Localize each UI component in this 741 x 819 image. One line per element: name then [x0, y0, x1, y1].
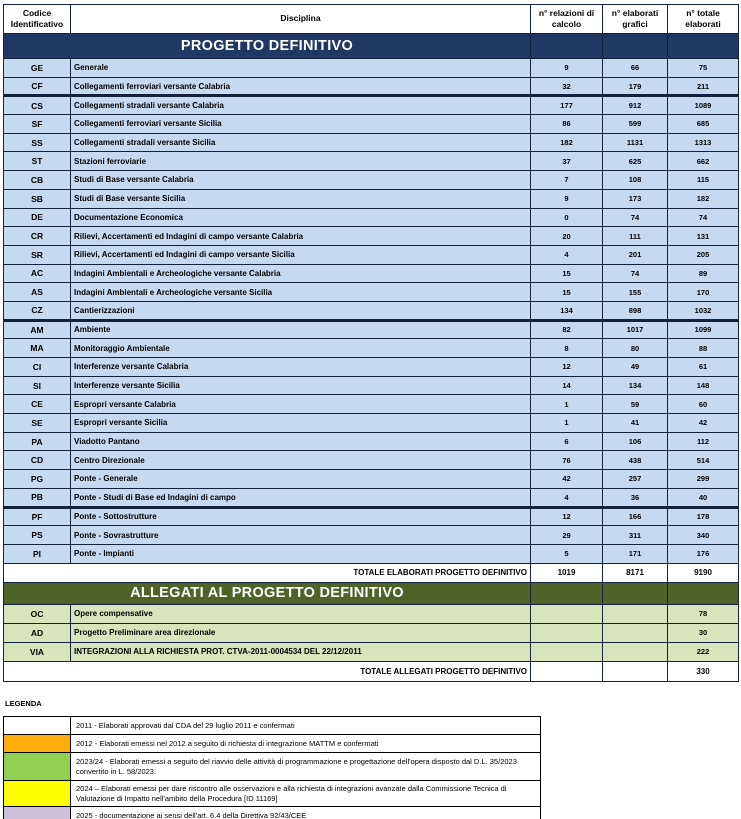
- legend-swatch-2011: [4, 717, 71, 735]
- legend-text-2012: 2012 - Elaborati emessi nel 2012 a seguito di richiesta di integrazione MATTM e confermati: [71, 735, 541, 753]
- row-code: CE: [4, 395, 71, 414]
- row-code: SE: [4, 414, 71, 433]
- table-row-ge: [4, 59, 739, 78]
- row-disciplina: Ponte - Generale: [71, 470, 531, 489]
- row-relazioni: 37: [531, 152, 603, 171]
- row-totale: 61: [668, 358, 739, 377]
- row-code: GE: [4, 59, 71, 78]
- table-row-as: [4, 283, 739, 302]
- row-disciplina: Viadotto Pantano: [71, 432, 531, 451]
- table-row-ac: [4, 264, 739, 283]
- row-grafici: 59: [603, 395, 668, 414]
- total-grafici: 8171: [603, 563, 668, 582]
- row-totale: 42: [668, 414, 739, 433]
- row-totale: 222: [668, 642, 739, 661]
- row-disciplina: Ponte - Studi di Base ed Indagini di campo: [71, 488, 531, 507]
- row-code: PA: [4, 432, 71, 451]
- row-disciplina: Cantierizzazioni: [71, 301, 531, 320]
- row-grafici: 41: [603, 414, 668, 433]
- total-allegati-totale: 330: [668, 661, 739, 681]
- row-totale: 340: [668, 526, 739, 545]
- table-row-pf: [4, 507, 739, 526]
- col-header-totale-line1: n° totale: [686, 7, 720, 18]
- table-row-cf: [4, 77, 739, 96]
- row-code: PG: [4, 470, 71, 489]
- row-code: PS: [4, 526, 71, 545]
- row-code: AD: [4, 623, 71, 642]
- row-disciplina: Espropri versante Sicilia: [71, 414, 531, 433]
- col-header-relazioni: [531, 5, 603, 34]
- row-totale: 178: [668, 507, 739, 526]
- legend-row-2012: [4, 735, 541, 753]
- row-disciplina: Studi di Base versante Sicilia: [71, 189, 531, 208]
- table-row-cz: [4, 301, 739, 320]
- row-code: CR: [4, 227, 71, 246]
- table-row-cd: [4, 451, 739, 470]
- table-row-cb: [4, 171, 739, 190]
- col-header-grafici-line1: n° elaborati: [611, 7, 659, 18]
- row-disciplina: Indagini Ambientali e Archeologiche versante Calabria: [71, 264, 531, 283]
- row-code: AC: [4, 264, 71, 283]
- row-grafici: [603, 604, 668, 623]
- row-code: CS: [4, 96, 71, 115]
- row-code: PI: [4, 544, 71, 563]
- legend-text-2025: 2025 - documentazione ai sensi dell'art. 6.4 della Direttiva 92/43/CEE: [71, 807, 541, 819]
- row-grafici: 134: [603, 376, 668, 395]
- col-header-relazioni-line2: calcolo: [551, 19, 582, 29]
- row-disciplina: Ponte - Impianti: [71, 544, 531, 563]
- row-relazioni: 12: [531, 358, 603, 377]
- row-grafici: 66: [603, 59, 668, 78]
- row-grafici: 625: [603, 152, 668, 171]
- row-grafici: 201: [603, 245, 668, 264]
- row-totale: 662: [668, 152, 739, 171]
- row-totale: 299: [668, 470, 739, 489]
- total-allegati-label: TOTALE ALLEGATI PROGETTO DEFINITIVO: [4, 661, 531, 681]
- table-row-via: [4, 642, 739, 661]
- column-header-row: [4, 5, 739, 34]
- row-code: SI: [4, 376, 71, 395]
- row-disciplina: Generale: [71, 59, 531, 78]
- elaborati-table: [3, 4, 739, 682]
- row-relazioni: 20: [531, 227, 603, 246]
- row-totale: 30: [668, 623, 739, 642]
- row-disciplina: Centro Direzionale: [71, 451, 531, 470]
- row-code: AS: [4, 283, 71, 302]
- row-totale: 40: [668, 488, 739, 507]
- row-disciplina: Interferenze versante Calabria: [71, 358, 531, 377]
- row-code: DE: [4, 208, 71, 227]
- total-progetto-definitivo-row: [4, 563, 739, 582]
- row-disciplina: Espropri versante Calabria: [71, 395, 531, 414]
- legend-row-2023-24: [4, 753, 541, 781]
- row-relazioni: [531, 623, 603, 642]
- row-grafici: 49: [603, 358, 668, 377]
- col-header-disciplina: Disciplina: [71, 5, 531, 34]
- row-relazioni: [531, 604, 603, 623]
- col-header-grafici: [603, 5, 668, 34]
- legend-title: LEGENDA: [5, 699, 42, 708]
- row-disciplina: Rilievi, Accertamenti ed Indagini di campo versante Sicilia: [71, 245, 531, 264]
- table-row-ss: [4, 133, 739, 152]
- row-totale: 75: [668, 59, 739, 78]
- row-totale: 131: [668, 227, 739, 246]
- legend-text-2023-24: 2023/24 - Elaborati emessi a seguito del riavvio delle attività di programmazione e progettazione dell'opera disposto dal D.L. 35/2023 convertito in L. 58/2023.: [71, 753, 541, 781]
- row-grafici: 111: [603, 227, 668, 246]
- table-row-ma: [4, 339, 739, 358]
- row-code: CB: [4, 171, 71, 190]
- table-row-pg: [4, 470, 739, 489]
- table-row-si: [4, 376, 739, 395]
- row-grafici: 257: [603, 470, 668, 489]
- legend-swatch-2012: [4, 735, 71, 753]
- col-header-codice-line1: Codice: [22, 7, 52, 18]
- row-totale: 148: [668, 376, 739, 395]
- row-grafici: 80: [603, 339, 668, 358]
- row-code: PB: [4, 488, 71, 507]
- row-disciplina: Documentazione Economica: [71, 208, 531, 227]
- row-grafici: 173: [603, 189, 668, 208]
- section-title-allegati: ALLEGATI AL PROGETTO DEFINITIVO: [4, 582, 531, 604]
- row-disciplina: Studi di Base versante Calabria: [71, 171, 531, 190]
- row-code: SS: [4, 133, 71, 152]
- section-al-empty-cell: [668, 582, 739, 604]
- legend-swatch-2023-24: [4, 753, 71, 781]
- row-relazioni: 15: [531, 264, 603, 283]
- row-relazioni: 12: [531, 507, 603, 526]
- legend-table: [3, 716, 541, 819]
- legend-row-2024: [4, 781, 541, 807]
- row-relazioni: 1: [531, 414, 603, 433]
- row-totale: 112: [668, 432, 739, 451]
- row-totale: 1089: [668, 96, 739, 115]
- table-row-ps: [4, 526, 739, 545]
- row-disciplina: Ponte - Sottostrutture: [71, 507, 531, 526]
- row-code: SB: [4, 189, 71, 208]
- row-relazioni: 82: [531, 320, 603, 339]
- row-relazioni: 134: [531, 301, 603, 320]
- table-row-de: [4, 208, 739, 227]
- section-header-allegati: [4, 582, 739, 604]
- section-al-empty-cell: [531, 582, 603, 604]
- total-relazioni: 1019: [531, 563, 603, 582]
- legend-row-2025: [4, 807, 541, 819]
- section-pd-empty-cell: [668, 34, 739, 59]
- legend-swatch-2025: [4, 807, 71, 819]
- legend-text-2011: 2011 - Elaborati approvati dal CDA del 29 luglio 2011 e confermati: [71, 717, 541, 735]
- row-grafici: [603, 642, 668, 661]
- row-relazioni: [531, 642, 603, 661]
- row-disciplina: Collegamenti stradali versante Sicilia: [71, 133, 531, 152]
- table-row-pi: [4, 544, 739, 563]
- total-allegati-grafici: [603, 661, 668, 681]
- row-grafici: 171: [603, 544, 668, 563]
- total-totale: 9190: [668, 563, 739, 582]
- row-code: AM: [4, 320, 71, 339]
- row-grafici: 74: [603, 264, 668, 283]
- total-allegati-row: [4, 661, 739, 681]
- row-totale: 1032: [668, 301, 739, 320]
- row-disciplina: Indagini Ambientali e Archeologiche versante Sicilia: [71, 283, 531, 302]
- total-progetto-definitivo-label: TOTALE ELABORATI PROGETTO DEFINITIVO: [4, 563, 531, 582]
- table-row-se: [4, 414, 739, 433]
- table-row-sf: [4, 115, 739, 134]
- section-pd-empty-cell: [531, 34, 603, 59]
- row-totale: 89: [668, 264, 739, 283]
- row-relazioni: 177: [531, 96, 603, 115]
- row-totale: 60: [668, 395, 739, 414]
- row-disciplina: Collegamenti stradali versante Calabria: [71, 96, 531, 115]
- row-totale: 211: [668, 77, 739, 96]
- row-code: OC: [4, 604, 71, 623]
- row-relazioni: 7: [531, 171, 603, 190]
- legend-swatch-2024: [4, 781, 71, 807]
- row-relazioni: 5: [531, 544, 603, 563]
- table-row-ce: [4, 395, 739, 414]
- row-disciplina: Ponte - Sovrastrutture: [71, 526, 531, 545]
- row-disciplina: Monitoraggio Ambientale: [71, 339, 531, 358]
- col-header-codice-line2: Identificativo: [10, 19, 64, 29]
- table-row-st: [4, 152, 739, 171]
- row-disciplina: Stazioni ferroviarie: [71, 152, 531, 171]
- section-header-progetto-definitivo: [4, 34, 739, 59]
- row-grafici: 106: [603, 432, 668, 451]
- section-al-empty-cell: [603, 582, 668, 604]
- row-disciplina: Rilievi, Accertamenti ed Indagini di campo versante Calabria: [71, 227, 531, 246]
- row-disciplina: Interferenze versante Sicilia: [71, 376, 531, 395]
- table-row-sb: [4, 189, 739, 208]
- table-row-pb: [4, 488, 739, 507]
- row-grafici: 155: [603, 283, 668, 302]
- row-grafici: 179: [603, 77, 668, 96]
- row-grafici: 898: [603, 301, 668, 320]
- row-grafici: [603, 623, 668, 642]
- row-code: CZ: [4, 301, 71, 320]
- row-relazioni: 182: [531, 133, 603, 152]
- row-grafici: 599: [603, 115, 668, 134]
- table-row-oc: [4, 604, 739, 623]
- row-relazioni: 0: [531, 208, 603, 227]
- row-relazioni: 15: [531, 283, 603, 302]
- row-totale: 78: [668, 604, 739, 623]
- row-grafici: 912: [603, 96, 668, 115]
- table-row-sr: [4, 245, 739, 264]
- row-code: VIA: [4, 642, 71, 661]
- legend-text-2024: 2024 – Elaborati emessi per dare riscontro alle osservazioni e alla richiesta di integrazioni avanzate dalla Commissione Tecnica di Valutazione di Impatto nell'ambito della Procedura [ID 11169]: [71, 781, 541, 807]
- section-pd-empty-cell: [603, 34, 668, 59]
- table-row-ad: [4, 623, 739, 642]
- row-totale: 74: [668, 208, 739, 227]
- row-totale: 170: [668, 283, 739, 302]
- row-relazioni: 14: [531, 376, 603, 395]
- row-grafici: 74: [603, 208, 668, 227]
- row-totale: 115: [668, 171, 739, 190]
- row-code: MA: [4, 339, 71, 358]
- row-grafici: 1017: [603, 320, 668, 339]
- row-disciplina: Progetto Preliminare area direzionale: [71, 623, 531, 642]
- row-code: ST: [4, 152, 71, 171]
- row-relazioni: 29: [531, 526, 603, 545]
- row-totale: 1313: [668, 133, 739, 152]
- row-totale: 182: [668, 189, 739, 208]
- col-header-grafici-line2: grafici: [622, 19, 648, 29]
- row-relazioni: 6: [531, 432, 603, 451]
- table-row-ci: [4, 358, 739, 377]
- total-allegati-relazioni: [531, 661, 603, 681]
- row-disciplina: Collegamenti ferroviari versante Calabria: [71, 77, 531, 96]
- row-relazioni: 4: [531, 488, 603, 507]
- row-relazioni: 32: [531, 77, 603, 96]
- row-code: CD: [4, 451, 71, 470]
- row-totale: 514: [668, 451, 739, 470]
- row-disciplina: Opere compensative: [71, 604, 531, 623]
- legend-row-2011: [4, 717, 541, 735]
- row-totale: 685: [668, 115, 739, 134]
- table-row-cs: [4, 96, 739, 115]
- row-relazioni: 9: [531, 189, 603, 208]
- row-relazioni: 9: [531, 59, 603, 78]
- row-grafici: 311: [603, 526, 668, 545]
- row-relazioni: 86: [531, 115, 603, 134]
- row-relazioni: 1: [531, 395, 603, 414]
- row-relazioni: 8: [531, 339, 603, 358]
- row-grafici: 166: [603, 507, 668, 526]
- col-header-totale: [668, 5, 739, 34]
- table-row-pa: [4, 432, 739, 451]
- row-totale: 205: [668, 245, 739, 264]
- row-relazioni: 76: [531, 451, 603, 470]
- row-grafici: 108: [603, 171, 668, 190]
- table-row-cr: [4, 227, 739, 246]
- row-grafici: 438: [603, 451, 668, 470]
- row-code: CF: [4, 77, 71, 96]
- row-code: PF: [4, 507, 71, 526]
- row-grafici: 36: [603, 488, 668, 507]
- row-relazioni: 4: [531, 245, 603, 264]
- row-code: CI: [4, 358, 71, 377]
- row-relazioni: 42: [531, 470, 603, 489]
- col-header-relazioni-line1: n° relazioni di: [538, 7, 595, 18]
- row-code: SF: [4, 115, 71, 134]
- col-header-totale-line2: elaborati: [685, 19, 721, 29]
- col-header-codice: [4, 5, 71, 34]
- row-totale: 88: [668, 339, 739, 358]
- table-row-am: [4, 320, 739, 339]
- row-code: SR: [4, 245, 71, 264]
- row-disciplina: Collegamenti ferroviari versante Sicilia: [71, 115, 531, 134]
- row-grafici: 1131: [603, 133, 668, 152]
- row-disciplina: INTEGRAZIONI ALLA RICHIESTA PROT. CTVA-2011-0004534 DEL 22/12/2011: [71, 642, 531, 661]
- section-title-progetto-definitivo: PROGETTO DEFINITIVO: [4, 34, 531, 59]
- row-totale: 176: [668, 544, 739, 563]
- row-disciplina: Ambiente: [71, 320, 531, 339]
- row-totale: 1099: [668, 320, 739, 339]
